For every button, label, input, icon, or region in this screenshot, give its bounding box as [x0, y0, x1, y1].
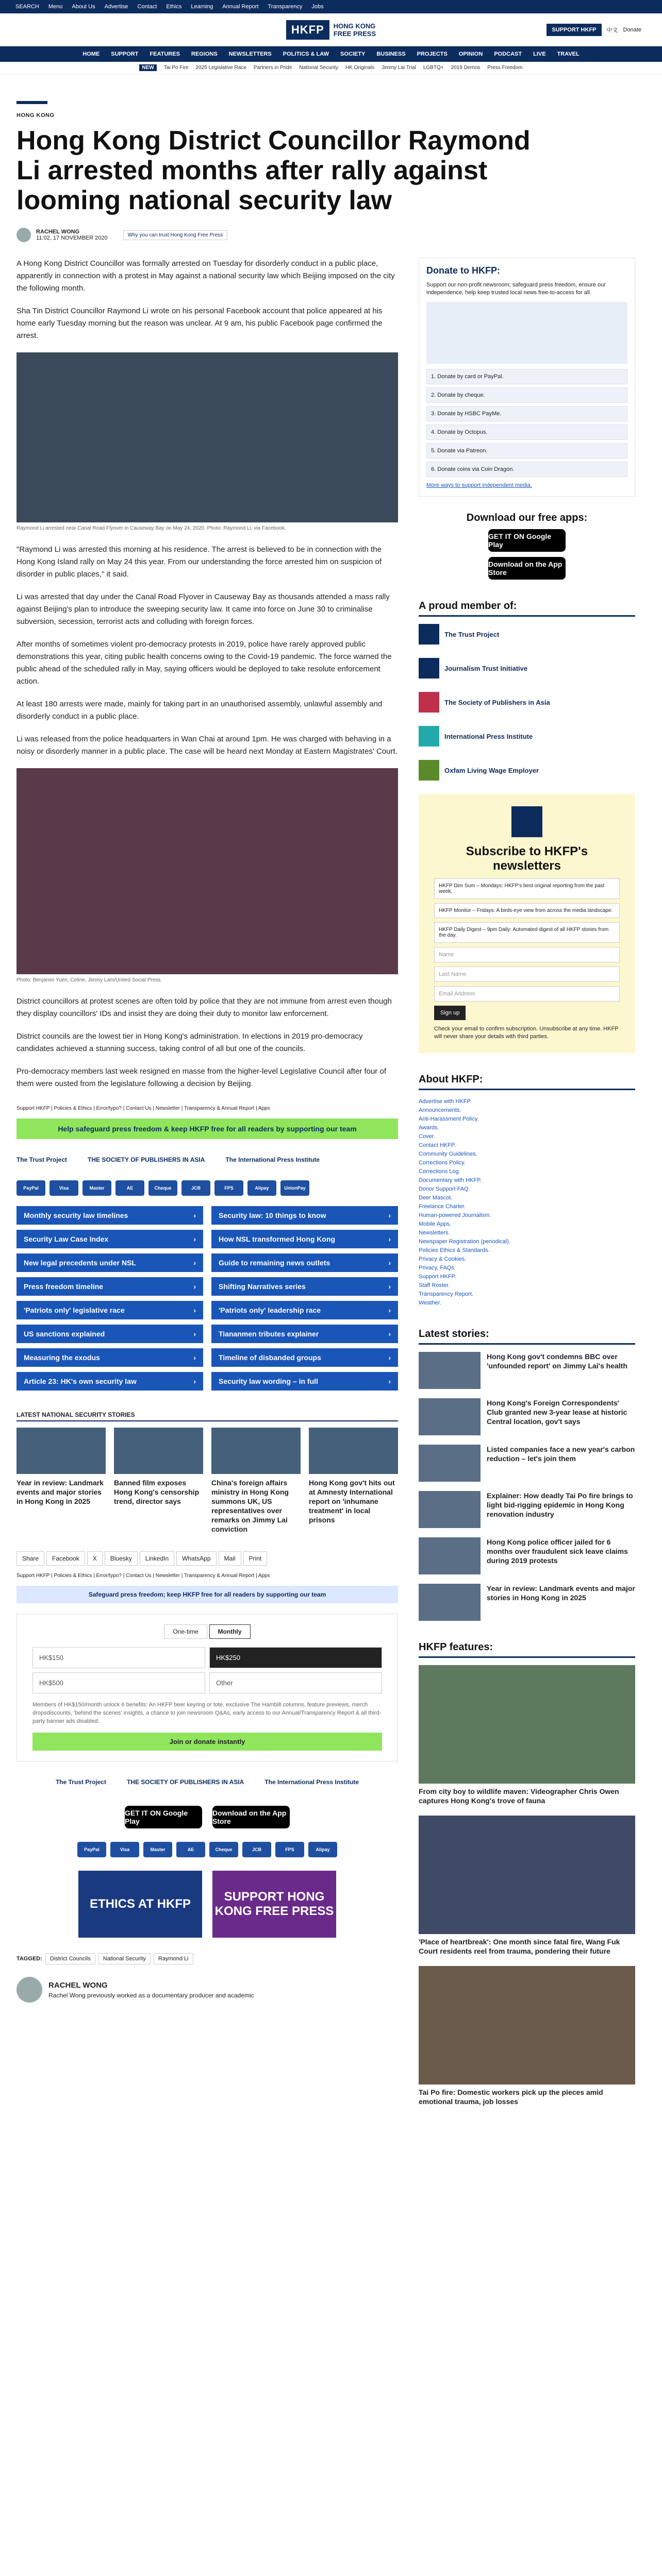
- about-link[interactable]: Community Guidelines.: [419, 1151, 477, 1157]
- masthead: [0, 13, 662, 46]
- nav-business[interactable]: BUSINESS: [376, 51, 406, 57]
- story-card[interactable]: [309, 1428, 398, 1534]
- feature-title[interactable]: Tai Po fire: Domestic workers pick up the pieces amid emotional trauma, job losses: [419, 2088, 603, 2106]
- chevron-right-icon: ›: [193, 1259, 196, 1267]
- feature-title[interactable]: From city boy to wildlife maven: Videographer Chris Owen captures Hong Kong's trove of fauna: [419, 1787, 619, 1805]
- nav-support[interactable]: SUPPORT: [111, 51, 139, 57]
- story-title[interactable]: Hong Kong gov't hits out at Amnesty International report on 'inhumane treatment' in local prisons: [309, 1479, 395, 1524]
- paypal-icon[interactable]: PayPal: [77, 1842, 106, 1857]
- visa-icon[interactable]: Visa: [110, 1842, 139, 1857]
- mastercard-icon[interactable]: Master: [82, 1180, 111, 1196]
- partner-logos: [16, 1149, 398, 1170]
- member-logo[interactable]: The Trust Project: [419, 624, 635, 645]
- nav-podcast[interactable]: PODCAST: [494, 51, 522, 57]
- chevron-right-icon: ›: [193, 1330, 196, 1338]
- author-name[interactable]: RACHEL WONG: [36, 229, 80, 235]
- story-title[interactable]: Listed companies face a new year's carbon reduction – let's join them: [487, 1445, 635, 1463]
- ipi-logo[interactable]: The International Press Institute: [225, 1156, 320, 1163]
- donate-option[interactable]: 3. Donate by HSBC PayMe.: [426, 406, 627, 421]
- latest-ns-heading: LATEST NATIONAL SECURITY STORIES: [16, 1411, 398, 1421]
- jti-icon: [419, 658, 439, 679]
- chevron-right-icon: ›: [388, 1306, 391, 1314]
- author-box: [16, 1977, 398, 2003]
- paragraph: Sha Tin District Councillor Raymond Li wrote on his personal Facebook account that police appeared at his home early Tuesday morning but the reason was unclear. At 9 am, his public Facebook page confirmed the arrest.: [16, 307, 383, 340]
- subnav-item[interactable]: Press Freedom: [487, 65, 523, 71]
- paragraph: "Raymond Li was arrested this morning at his residence. The arrest is believed to be in connection with the Hong Kong Island rally on May 24 this year. From our understanding the force arrested him on suspicion of disorder in public places," it said.: [16, 545, 382, 579]
- photo-caption: Photo: Benjamin Yuen, Celine, Jimmy Lam/United Social Press.: [16, 977, 162, 983]
- publish-date: 11:02, 17 NOVEMBER 2020: [36, 235, 108, 241]
- more-ways-link[interactable]: More ways to support independent media.: [426, 482, 532, 488]
- explainer-button[interactable]: Shifting Narratives series ›: [211, 1277, 398, 1296]
- tab-one-time[interactable]: One-time: [164, 1624, 207, 1639]
- trust-link[interactable]: Why you can trust Hong Kong Free Press: [123, 230, 228, 240]
- subnav-item[interactable]: 2019 Demos: [451, 65, 481, 71]
- story-title[interactable]: Year in review: Landmark events and major stories in Hong Kong in 2025: [487, 1584, 635, 1602]
- oxfam-icon: [419, 760, 439, 781]
- subnav-item[interactable]: Partners in Pride: [253, 65, 292, 71]
- topbar-menu[interactable]: Menu: [48, 4, 63, 10]
- about-link[interactable]: Corrections Policy.: [419, 1160, 466, 1166]
- unionpay-icon[interactable]: UnionPay: [280, 1180, 309, 1196]
- story-card[interactable]: [16, 1428, 106, 1534]
- explainer-button[interactable]: Tiananmen tributes explainer ›: [211, 1325, 398, 1343]
- nav-live[interactable]: LIVE: [533, 51, 546, 57]
- paragraph: A Hong Kong District Councillor was formally arrested on Tuesday for disorderly conduct in a public place, apparently in connection with a protest in May against a national security law which Beijing imposed on the city the following month.: [16, 259, 395, 293]
- donate-option[interactable]: 5. Donate via Patreon.: [426, 443, 627, 459]
- latest-story[interactable]: [419, 1491, 635, 1528]
- footer-links[interactable]: Support HKFP | Policies & Ethics | Error/typo? | Contact Us | Newsletter | Transparency & Annual Report | Apps: [16, 1106, 270, 1111]
- author-avatar[interactable]: [16, 1977, 42, 2003]
- story-thumbnail[interactable]: [419, 1445, 481, 1482]
- newsletter-heading: Subscribe to HKFP's newsletters: [466, 844, 588, 873]
- donate-link[interactable]: Donate: [623, 26, 641, 33]
- nav-politics[interactable]: POLITICS & LAW: [283, 51, 329, 57]
- donate-box: [419, 258, 635, 497]
- hkfp-logo-icon: [511, 806, 542, 837]
- chevron-right-icon: ›: [388, 1330, 391, 1338]
- story-thumbnail[interactable]: [419, 1584, 481, 1621]
- chevron-right-icon: ›: [388, 1282, 391, 1291]
- payment-methods-2: [16, 1842, 398, 1857]
- donate-image: [426, 302, 627, 364]
- amex-icon[interactable]: AE: [176, 1842, 205, 1857]
- topbar-about[interactable]: About Us: [72, 4, 95, 10]
- donation-tabs: [32, 1624, 382, 1639]
- amount-option[interactable]: HK$150: [32, 1647, 205, 1668]
- newsletter-box: [419, 794, 635, 1053]
- apps-heading: Download our free apps:: [466, 512, 588, 523]
- member-logo[interactable]: International Press Institute: [419, 726, 635, 747]
- explainer-button[interactable]: Guide to remaining news outlets ›: [211, 1253, 398, 1272]
- subnav-item[interactable]: National Security: [299, 65, 338, 71]
- nav-home[interactable]: HOME: [82, 51, 100, 57]
- cheque-icon[interactable]: Cheque: [148, 1180, 177, 1196]
- topbar-advertise[interactable]: Advertise: [104, 4, 128, 10]
- explainer-button[interactable]: New legal precedents under NSL ›: [16, 1253, 203, 1272]
- chevron-right-icon: ›: [193, 1353, 196, 1362]
- about-link[interactable]: Support HKFP.: [419, 1274, 456, 1280]
- sopa-logo[interactable]: THE SOCIETY OF PUBLISHERS IN ASIA: [126, 1778, 244, 1786]
- article-title: Hong Kong District Councillor Raymond Li arrested months after rally against looming national security law: [16, 126, 531, 215]
- subnav-item[interactable]: HK Originals: [345, 65, 375, 71]
- explainer-button[interactable]: Security law wording – in full ›: [211, 1372, 398, 1391]
- latest-story[interactable]: [419, 1352, 635, 1389]
- app-buttons: [16, 1806, 398, 1828]
- donate-heading: Donate to HKFP:: [426, 265, 500, 276]
- donate-option[interactable]: 4. Donate by Octopus.: [426, 425, 627, 440]
- jcb-icon[interactable]: JCB: [181, 1180, 210, 1196]
- chevron-right-icon: ›: [388, 1235, 391, 1243]
- promo-banners: [16, 1871, 398, 1938]
- nav-travel[interactable]: TRAVEL: [557, 51, 580, 57]
- tag[interactable]: National Security: [98, 1953, 151, 1964]
- about-link[interactable]: Documentary with HKFP.: [419, 1177, 482, 1183]
- about-link[interactable]: Weather.: [419, 1300, 441, 1306]
- about-link[interactable]: Human-powered Journalism.: [419, 1212, 491, 1218]
- subnav-item[interactable]: LGBTQ+: [423, 65, 444, 71]
- story-thumbnail[interactable]: [419, 1491, 481, 1528]
- payment-methods: [16, 1180, 398, 1196]
- paypal-icon[interactable]: PayPal: [16, 1180, 45, 1196]
- new-badge: NEW: [139, 64, 156, 71]
- latest-ns-stories: [16, 1428, 398, 1534]
- latest-story[interactable]: [419, 1445, 635, 1482]
- newsletter-checkbox[interactable]: HKFP Daily Digest – 9pm Daily: Automated digest of all HKFP stories from the day.: [434, 922, 620, 943]
- about-link[interactable]: Privacy & Cookies.: [419, 1256, 467, 1262]
- about-link[interactable]: Announcements.: [419, 1107, 461, 1113]
- chevron-right-icon: ›: [193, 1282, 196, 1291]
- paragraph: Li was released from the police headquarters in Wan Chai at around 1pm. He was charged with behaving in a noisy or disorderly manner in a public place. The case will be heard next Monday at Eastern Magistrates' Court.: [16, 735, 398, 756]
- app-store-button[interactable]: Download on the App Store: [488, 557, 566, 580]
- feature-image[interactable]: [419, 1665, 635, 1784]
- topbar-annual[interactable]: Annual Report: [222, 4, 259, 10]
- topbar-transparency[interactable]: Transparency: [268, 4, 303, 10]
- feature-image[interactable]: [419, 1966, 635, 2084]
- donation-box: [16, 1614, 398, 1761]
- explainer-button[interactable]: Measuring the exodus ›: [16, 1348, 203, 1367]
- chevron-right-icon: ›: [388, 1353, 391, 1362]
- about-link[interactable]: Staff Roster.: [419, 1282, 450, 1289]
- ipi-logo[interactable]: The International Press Institute: [264, 1778, 359, 1786]
- topbar-contact[interactable]: Contact: [137, 4, 157, 10]
- visa-icon[interactable]: Visa: [49, 1180, 78, 1196]
- share-whatsapp[interactable]: WhatsApp: [176, 1551, 216, 1566]
- topbar-jobs[interactable]: Jobs: [311, 4, 324, 10]
- author-bio: Rachel Wong previously worked as a documentary producer and academic: [48, 1991, 254, 1999]
- nav-projects[interactable]: PROJECTS: [417, 51, 448, 57]
- article-body: [16, 258, 398, 2116]
- about-link[interactable]: Awards.: [419, 1125, 439, 1131]
- trust-project-icon: [419, 624, 439, 645]
- explainer-button[interactable]: US sanctions explained ›: [16, 1325, 203, 1343]
- paragraph: Li was arrested that day under the Canal Road Flyover in Causeway Bay as thousands attended a mass rally against Beijing's plan to introduce the sweeping security law. It came into force on June 30 to criminalise subversion, secession, terrorist acts and colluding with foreign forces.: [16, 592, 390, 626]
- features-heading: HKFP features:: [419, 1641, 635, 1658]
- arrest-photo: [16, 352, 398, 522]
- newsletter-checkbox[interactable]: HKFP Dim Sum – Mondays: HKFP's best original reporting from the past week.: [434, 878, 620, 899]
- fps-icon[interactable]: FPS: [214, 1180, 243, 1196]
- chevron-right-icon: ›: [193, 1211, 196, 1219]
- logo-line1: HONG KONG: [333, 22, 376, 30]
- paragraph: District councillors at protest scenes are often told by police that they are not immune from arrest even though they display councillors' IDs and insist they are doing their duty to monitor law enforcement.: [16, 997, 392, 1018]
- alipay-icon[interactable]: Alipay: [247, 1180, 276, 1196]
- story-title[interactable]: China's foreign affairs ministry in Hong Kong summons UK, US representatives over remarks on Jimmy Lai conviction: [211, 1479, 289, 1533]
- trust-project-logo[interactable]: The Trust Project: [55, 1778, 106, 1786]
- join-button[interactable]: Join or donate instantly: [32, 1733, 382, 1751]
- tab-monthly[interactable]: Monthly: [209, 1624, 251, 1639]
- nav-features[interactable]: FEATURES: [150, 51, 180, 57]
- sopa-icon: [419, 692, 439, 713]
- support-promo[interactable]: SUPPORT HONG KONG FREE PRESS: [212, 1871, 336, 1938]
- share-linkedin[interactable]: LinkedIn: [140, 1551, 174, 1566]
- sub-nav: [0, 62, 662, 74]
- about-heading: About HKFP:: [419, 1074, 635, 1090]
- sopa-logo[interactable]: THE SOCIETY OF PUBLISHERS IN ASIA: [88, 1156, 205, 1163]
- about-link[interactable]: Newspaper Registration (periodical).: [419, 1239, 510, 1245]
- rally-photo: [16, 768, 398, 974]
- amex-icon[interactable]: AE: [115, 1180, 144, 1196]
- trust-project-logo[interactable]: The Trust Project: [16, 1156, 68, 1163]
- support-banner[interactable]: Help safeguard press freedom & keep HKFP free for all readers by supporting our team: [16, 1118, 398, 1139]
- tag[interactable]: Raymond Li: [154, 1953, 193, 1964]
- google-play-button[interactable]: GET IT ON Google Play: [488, 529, 566, 552]
- fps-icon[interactable]: FPS: [275, 1842, 304, 1857]
- about-list: [419, 1097, 635, 1308]
- share-print[interactable]: Print: [243, 1551, 268, 1566]
- paragraph: District councils are the lowest tier in Hong Kong's administration. In elections in 2019 pro-democracy candidates achieved a stunning success, taking control of all but one of the councils.: [16, 1032, 363, 1053]
- subnav-item[interactable]: Tai Po Fire: [163, 65, 189, 71]
- feature-title[interactable]: 'Place of heartbreak': One month since fatal fire, Wang Fuk Court residents reel from trauma, pondering their future: [419, 1938, 620, 1955]
- chevron-right-icon: ›: [388, 1377, 391, 1385]
- about-link[interactable]: Mobile Apps.: [419, 1221, 451, 1227]
- explainer-button[interactable]: Timeline of disbanded groups ›: [211, 1348, 398, 1367]
- share-label: Share: [16, 1551, 44, 1566]
- paragraph: After months of sometimes violent pro-democracy protests in 2019, police have rarely approved public demonstrations this year, citing public health concerns owing to the Covid-19 pandemic. The force warned the public ahead of the scheduled rally in May, saying officers would be deployed to take resolute enforcement action.: [16, 640, 392, 686]
- tag[interactable]: District Councils: [45, 1953, 95, 1964]
- share-bluesky[interactable]: Bluesky: [105, 1551, 138, 1566]
- feature-image[interactable]: [419, 1816, 635, 1934]
- nav-newsletters[interactable]: NEWSLETTERS: [228, 51, 272, 57]
- story-card[interactable]: [211, 1428, 301, 1534]
- about-link[interactable]: Freelance Charter.: [419, 1204, 466, 1210]
- story-thumbnail[interactable]: [419, 1352, 481, 1389]
- support-button[interactable]: SUPPORT HKFP: [547, 24, 601, 36]
- app-store-button[interactable]: Download on the App Store: [212, 1806, 290, 1828]
- explainer-button[interactable]: Article 23: HK's own security law ›: [16, 1372, 203, 1391]
- about-link[interactable]: Privacy, FAQs.: [419, 1265, 456, 1271]
- paragraph: Pro-democracy members last week resigned en masse from the higher-level Legislative Council after four of them were ousted from the legislature following a decision by Beijing.: [16, 1067, 386, 1088]
- about-link[interactable]: Deer Mascot.: [419, 1195, 453, 1201]
- about-link[interactable]: Newsletters.: [419, 1230, 450, 1236]
- story-title[interactable]: Hong Kong police officer jailed for 6 months over fraudulent sick leave claims during 2019 protests: [487, 1538, 628, 1565]
- chevron-right-icon: ›: [193, 1306, 196, 1314]
- story-thumbnail[interactable]: [419, 1398, 481, 1435]
- about-link[interactable]: Policies Ethics & Standards.: [419, 1247, 490, 1253]
- explainer-grid: [16, 1206, 398, 1391]
- last-name-input[interactable]: Last Name: [434, 967, 620, 982]
- explainer-button[interactable]: Security Law Case Index ›: [16, 1230, 203, 1248]
- support-strip[interactable]: Safeguard press freedom; keep HKFP free for all readers by supporting our team: [16, 1586, 398, 1603]
- donate-option[interactable]: 2. Donate by cheque.: [426, 387, 627, 403]
- sidebar: [419, 258, 635, 2116]
- member-logo[interactable]: Journalism Trust Initiative: [419, 658, 635, 679]
- story-title[interactable]: Year in review: Landmark events and major stories in Hong Kong in 2025: [16, 1479, 104, 1505]
- latest-story[interactable]: [419, 1584, 635, 1621]
- story-title[interactable]: Banned film exposes Hong Kong's censorship trend, director says: [114, 1479, 200, 1505]
- about-link[interactable]: Anti-Harassment Policy.: [419, 1116, 479, 1122]
- subnav-item[interactable]: 2025 Legislative Race: [195, 65, 246, 71]
- nav-regions[interactable]: REGIONS: [191, 51, 218, 57]
- partner-logos-2: [16, 1772, 398, 1792]
- ipi-icon: [419, 726, 439, 747]
- category-label[interactable]: HONG KONG: [16, 112, 55, 118]
- share-x[interactable]: X: [87, 1551, 103, 1566]
- story-title[interactable]: Hong Kong's Foreign Correspondents' Club granted new 3-year lease at historic Central location, gov't says: [487, 1399, 627, 1426]
- explainer-button[interactable]: 'Patriots only' legislative race ›: [16, 1301, 203, 1319]
- explainer-button[interactable]: Monthly security law timelines ›: [16, 1206, 203, 1225]
- share-bar: [16, 1551, 398, 1566]
- donate-intro: Support our non-profit newsroom; safeguard press freedom, ensure our independence, help keep trusted local news free-to-access for all.: [426, 282, 606, 296]
- main-nav: [0, 46, 662, 62]
- top-bar: [0, 0, 662, 13]
- story-thumbnail[interactable]: [16, 1428, 106, 1474]
- explainer-button[interactable]: Press freedom timeline ›: [16, 1277, 203, 1296]
- footer-links-2[interactable]: Support HKFP | Policies & Ethics | Error/typo? | Contact Us | Newsletter | Transparency & Annual Report | Apps: [16, 1573, 270, 1579]
- explainer-button[interactable]: Security law: 10 things to know ›: [211, 1206, 398, 1225]
- topbar-learning[interactable]: Learning: [191, 4, 213, 10]
- topbar-ethics[interactable]: Ethics: [166, 4, 182, 10]
- author-name[interactable]: RACHEL WONG: [48, 1980, 108, 1990]
- story-thumbnail[interactable]: [419, 1537, 481, 1574]
- author-avatar[interactable]: [16, 228, 31, 242]
- newsletter-fine: Check your email to confirm subscription. Unsubscribe at any time. HKFP will never share your details with third parties.: [434, 1026, 619, 1040]
- mastercard-icon[interactable]: Master: [143, 1842, 172, 1857]
- tags-row: [16, 1953, 398, 1964]
- title-rule: [16, 101, 47, 104]
- topbar-search[interactable]: SEARCH: [15, 4, 39, 10]
- about-link[interactable]: Donor Support FAQ.: [419, 1186, 470, 1192]
- story-title[interactable]: Explainer: How deadly Tai Po fire brings to light bid-rigging epidemic in Hong Kong renovation industry: [487, 1492, 633, 1518]
- member-heading: A proud member of:: [419, 600, 635, 617]
- language-link[interactable]: 中文: [606, 27, 618, 33]
- logo-mark: HKFP: [286, 20, 329, 40]
- member-logo[interactable]: The Society of Publishers in Asia: [419, 692, 635, 713]
- logo-line2: FREE PRESS: [333, 29, 376, 38]
- nav-society[interactable]: SOCIETY: [340, 51, 366, 57]
- explainer-button[interactable]: 'Patriots only' leadership race ›: [211, 1301, 398, 1319]
- about-link[interactable]: Transparency Report.: [419, 1291, 473, 1297]
- newsletter-checkbox[interactable]: HKFP Monitor – Fridays: A birds-eye view from across the media landscape.: [434, 903, 620, 918]
- about-link[interactable]: Advertise with HKFP.: [419, 1098, 472, 1105]
- nav-opinion[interactable]: OPINION: [458, 51, 483, 57]
- member-logo[interactable]: Oxfam Living Wage Employer: [419, 760, 635, 781]
- about-link[interactable]: Cover.: [419, 1133, 435, 1140]
- story-thumbnail[interactable]: [309, 1428, 398, 1474]
- jcb-icon[interactable]: JCB: [242, 1842, 271, 1857]
- amount-options: [32, 1647, 382, 1693]
- latest-story[interactable]: [419, 1398, 635, 1435]
- first-name-input[interactable]: Name: [434, 947, 620, 962]
- chevron-right-icon: ›: [388, 1211, 391, 1219]
- photo-caption: Raymond Li arrested near Canal Road Flyover in Causeway Bay on May 24, 2020. Photo: Raymond Li, via Facebook.: [16, 526, 286, 531]
- cheque-icon[interactable]: Cheque: [209, 1842, 238, 1857]
- story-card[interactable]: [114, 1428, 203, 1534]
- amount-option-selected[interactable]: HK$250: [209, 1647, 382, 1668]
- google-play-button[interactable]: GET IT ON Google Play: [125, 1806, 202, 1828]
- story-title[interactable]: Hong Kong gov't condemns BBC over 'unfounded report' on Jimmy Lai's health: [487, 1352, 627, 1370]
- ethics-promo[interactable]: ETHICS AT HKFP: [78, 1871, 202, 1938]
- member-benefits: Members of HK$150/month unlock 6 benefits: An HKFP beer keyring or tote, exclusive The Hambilt columns, feature previews, merch dropsdiscounts, 'behind the scenes' insights, a chance to join newsroom Q&As, early access to our Annual/Transparency Report & all third-party banner ads disabled.: [32, 1702, 382, 1724]
- amount-option[interactable]: Other: [209, 1672, 382, 1693]
- share-mail[interactable]: Mail: [219, 1551, 241, 1566]
- byline: [16, 228, 646, 242]
- about-link[interactable]: Corrections Log.: [419, 1168, 460, 1175]
- signup-button[interactable]: Sign up: [434, 1006, 466, 1020]
- donate-option[interactable]: 6. Donate coins via Coin Dragon.: [426, 462, 627, 477]
- tags-label: TAGGED:: [16, 1956, 42, 1962]
- chevron-right-icon: ›: [193, 1377, 196, 1385]
- amount-option[interactable]: HK$500: [32, 1672, 205, 1693]
- paragraph: At least 180 arrests were made, mainly for taking part in an unauthorised assembly, unlawful assembly and disorderly conduct in a public place.: [16, 700, 383, 721]
- share-facebook[interactable]: Facebook: [46, 1551, 85, 1566]
- donate-option[interactable]: 1. Donate by card or PayPal.: [426, 369, 627, 384]
- email-input[interactable]: Email Address: [434, 986, 620, 1002]
- subnav-item[interactable]: Jimmy Lai Trial: [382, 65, 416, 71]
- about-link[interactable]: Contact HKFP.: [419, 1142, 456, 1148]
- chevron-right-icon: ›: [388, 1259, 391, 1267]
- chevron-right-icon: ›: [193, 1235, 196, 1243]
- latest-heading: Latest stories:: [419, 1328, 635, 1345]
- site-logo[interactable]: [286, 20, 376, 40]
- alipay-icon[interactable]: Alipay: [308, 1842, 337, 1857]
- story-thumbnail[interactable]: [114, 1428, 203, 1474]
- explainer-button[interactable]: How NSL transformed Hong Kong ›: [211, 1230, 398, 1248]
- latest-story[interactable]: [419, 1537, 635, 1574]
- story-thumbnail[interactable]: [211, 1428, 301, 1474]
